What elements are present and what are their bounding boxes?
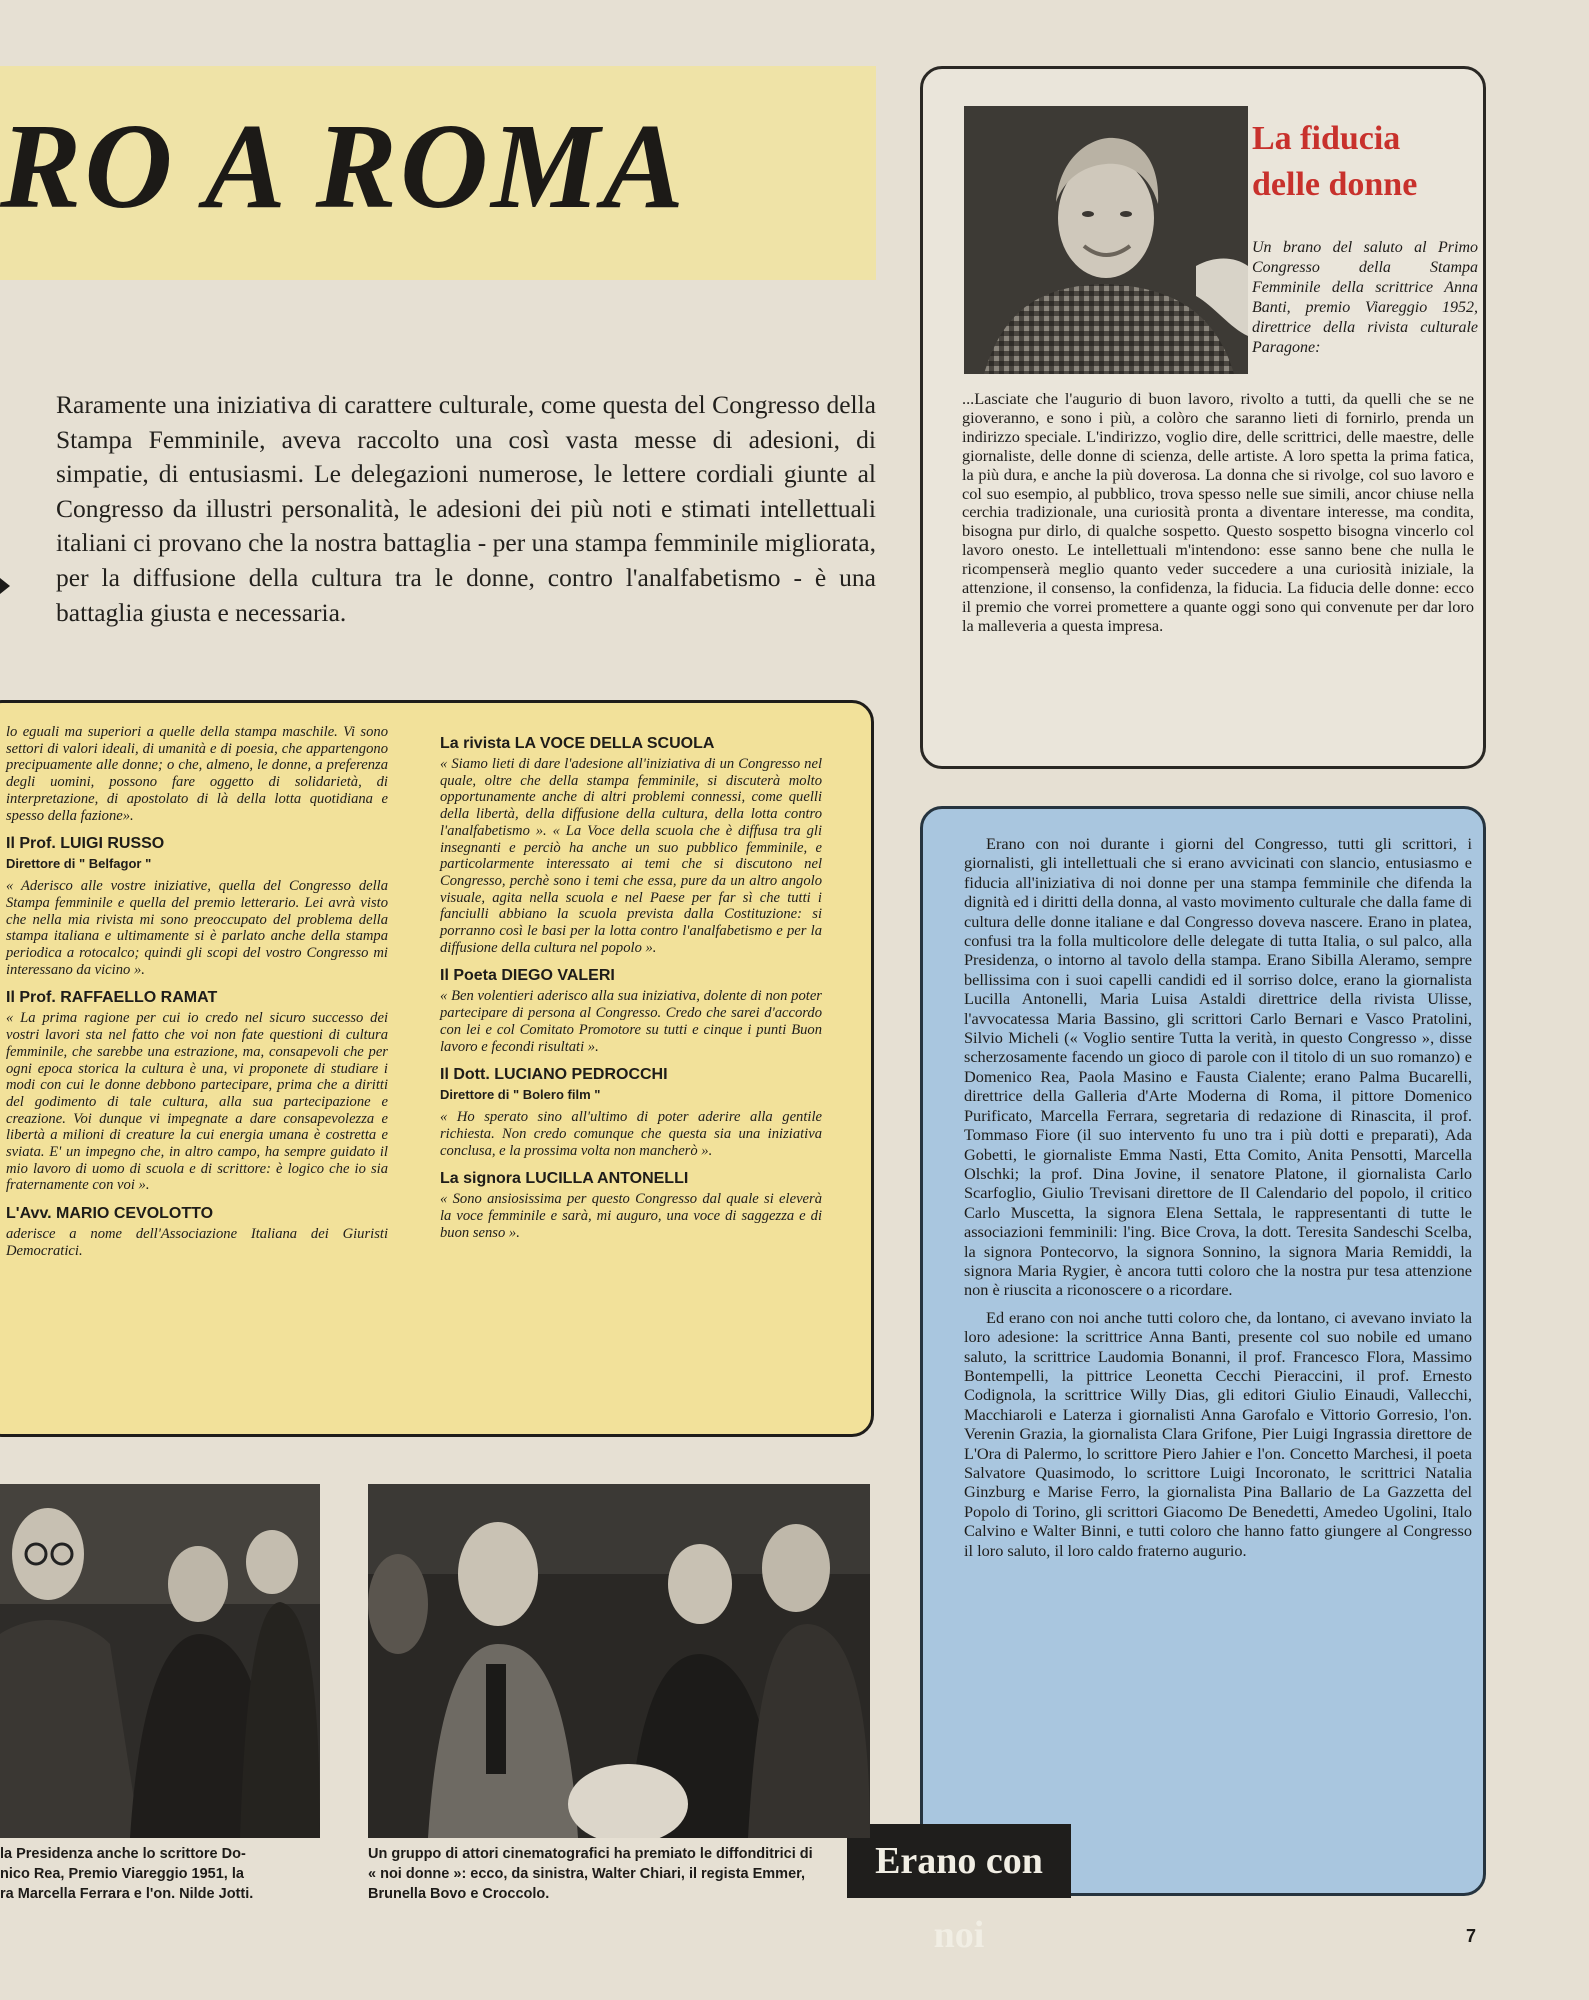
letter-ramat-text: « La prima ragione per cui io credo nel sicuro successo dei vostri lavori sta nel fatto che voi non fate questioni di cultura femminile, che sarebbe una estrazione, ma, consapevoli che per ogni epoca storica la cultura è una, vi proponete di studiare i modi con cui le donne debbono partecipare, prima che a diritti del godimento di tale cultura, alla sua partecipazione e creazione. Voi dunque vi impegnate a dare consapevolezza e libertà a milioni di creature la cui energia umana è costretta e sviata. E' un impegno che, in altro campo, ha sempre guidato il mio lavoro di uomo di scuola e di scrittore: è logico che io sia fraternamente con voi ».	[6, 1010, 388, 1194]
banti-title	[1252, 116, 1472, 208]
letter-antonelli-text: « Sono ansiosissima per questo Congresso dal quale si eleverà la voce femminile e sarà, mi auguro, una voce di saggezza e di buon senso ».	[440, 1191, 822, 1241]
group-photo-icon	[0, 1484, 320, 1838]
page-number: 7	[1466, 1926, 1477, 1946]
letter-pedrocchi-text: « Ho sperato sino all'ultimo di poter aderire alla gentile richiesta. Non credo comunque che questa sia una iniziativa conclusa, e la prossima volta non mancherò ».	[440, 1109, 822, 1159]
letter-russo-role: Direttore di " Belfagor "	[6, 856, 152, 872]
letter-voce-name: La rivista LA VOCE DELLA SCUOLA	[440, 735, 715, 752]
letter-valeri-name: Il Poeta DIEGO VALERI	[440, 967, 615, 985]
banti-photo	[964, 106, 1248, 374]
letter-valeri-text: « Ben volentieri aderisco alla sua iniziativa, dolente di non poter partecipare di persona al Congresso. Credo che sarei d'accordo con lei e col Comitato Promotore su tutti e cinque i punti Buon lavoro e fecondi risultati ».	[440, 988, 822, 1055]
headline: RO A ROMA	[0, 99, 687, 234]
letters-left-column	[6, 724, 388, 1264]
photo-presidenza	[0, 1484, 320, 1838]
letter-pedrocchi-role: Direttore di " Bolero film "	[440, 1087, 601, 1103]
intro-paragraph: Raramente una iniziativa di carattere culturale, come questa del Congresso della Stampa Femminile, aveva raccolto una così vasta messe di adesioni, di simpatie, di entusiasmi. Le delegazioni numerose, le lettere cordiali giunte al Congresso da illustri personalità, le adesioni dei più noti e stimati intellettuali italiani ci provano che la nostra battaglia - per una stampa femminile migliorata, per la diffusione della cultura tra le donne, contro l'analfabetismo - è una battaglia giusta e necessaria.	[56, 390, 876, 627]
letter-russo-name: Il Prof. LUIGI RUSSO	[6, 835, 165, 853]
margin-bullet-icon	[0, 578, 10, 594]
letter-cevolotto-text: aderisce a nome dell'Associazione Italiana dei Giuristi Democratici.	[6, 1226, 388, 1259]
letter-antonelli-name: La signora LUCILLA ANTONELLI	[440, 1170, 689, 1188]
letter-cevolotto-name: L'Avv. MARIO CEVOLOTTO	[6, 1205, 214, 1223]
portrait-woman-icon	[964, 106, 1248, 374]
blue-paragraph-1: Erano con noi durante i giorni del Congresso, tutti gli scrittori, i giornalisti, gli intellettuali che si erano avvicinati con slancio, entusiasmo e fiducia all'iniziativa di noi donne per una stampa femminile che difenda la dignità ed i diritti della donna, al vasto movimento culturale che dalla fame di cultura delle donne italiane e dal Congresso doveva nascere. Erano in platea, confusi tra la folla multicolore delle delegate di tutta Italia, o sul palco, alla Presidenza, o intorno al tavolo della stampa. Erano Sibilla Aleramo, sempre bellissima con i suoi capelli candidi ed il sorriso dolce, erano la giornalista Lucilla Antonelli, Maria Luisa Astaldi direttrice della rivista Ulisse, l'avvocatessa Maria Bassino, gli scrittori Carlo Bernari e Vasco Pratolini, Silvio Micheli (« Voglio sentire Tutta la verità, in questo Congresso », disse scherzosamente facendo un gioco di parole con il titolo di un suo romanzo) e Domenico Rea, Paola Masino e Fausta Cialente; erano Palma Bucarelli, direttrice della Galleria d'Arte Moderna di Roma, il pittore Domenico Purificato, Marcella Ferrara, segretaria di redazione di Rinascita, il prof. Tommaso Fiore (il suo intervento fu uno tra i più dotti e preparati), Ada Gobetti, le giornaliste Emma Nasti, Etta Comito, Anita Pensotti, Marcella Olschki; la prof. Dina Jovine, il senatore Platone, il giornalista Carlo Scarfoglio, Giulio Trevisani direttore de Il Calendario del popolo, il critico Carlo Muscetta, la signora Elena Settala, le rappresentanti di tutte le associazioni femminili: l'ing. Bice Crova, la dott. Teresita Sandeschi Scelba, la signora Pontecorvo, la signora Sonnino, la signora Maria Remiddi, la signora Maria Rygier, è ancora tutti coloro che la nostra pur tesa attenzione non è riuscita a riconoscere o a ricordare.	[964, 834, 1472, 1300]
letters-right-column	[440, 724, 822, 1245]
erano-con-noi-tag: Erano con noi	[847, 1824, 1071, 1898]
blue-paragraph-2: Ed erano con noi anche tutti coloro che, da lontano, ci avevano inviato la loro adesione: la scrittrice Anna Banti, presente col suo nobile ed umano saluto, la scrittrice Laudomia Bonanni, il prof. Francesco Flora, Massimo Bontempelli, la pittrice Leonetta Cecchi Pieraccini, il prof. Ernesto Codignola, la scrittrice Willy Dias, gli editori Giulio Einaudi, Vallecchi, Macchiaroli e Laterza i giornalisti Anna Garofalo e Vittorio Gorresio, l'on. Verenin Grazia, la giornalista Clara Grifone, Pier Luigi Ingrassia direttore de L'Ora di Palermo, lo scrittore Piero Jahier e l'on. Concetto Marchesi, il poeta Salvatore Quasimodo, lo scrittore Luigi Incoronato, le scrittrici Natalia Ginzburg e Marise Ferro, la giornalista Pina Ballario de La Gazzetta del Popolo di Torino, gli scrittori Giacomo De Benedetti, Amedeo Ugolini, Italo Calvino e Walter Binni, e tutti coloro che hanno fatto giungere al Congresso il loro saluto, il loro caldo fraterno augurio.	[964, 1307, 1472, 1560]
banti-caption: Un brano del saluto al Primo Congresso della Stampa Femminile della scrittrice Anna Banti, premio Viareggio 1952, direttrice della rivista culturale Paragone:	[1252, 239, 1478, 356]
caption-left-line3: ra Marcella Ferrara e l'on. Nilde Jotti.	[0, 1886, 254, 1902]
letter-voce-text: « Siamo lieti di dare l'adesione all'iniziativa di un Congresso nel quale, oltre che della stampa femminile, si discuterà molto opportunamente anche di altri problemi connessi, come quelli della libertà, della diffusione della cultura, della lotta contro l'analfabetismo ». « La Voce della scuola che è diffusa tra gli insegnanti e perciò ha anche un suo pubblico femminile, e particolarmente interessato ai temi che si discutono nel Congresso, perchè sono i temi che essa, pure da un altro angolo visuale, agita nella scuola e nel Paese per far sì che tutti i fanciulli abbiano la scuola prevista dalla Costituzione: si porranno così le basi per la lotta contro l'analfabetismo e per la diffusione della cultura nel popolo ».	[440, 756, 822, 956]
letter-russo-text: « Aderisco alle vostre iniziative, quella del Congresso della Stampa femminile e quella del premio letterario. Lei avrà visto che nella mia rivista mi sono preoccupato del problema della stampa italiana e ultimamente si è parlato anche della stampa periodica a rotocalco; quindi gli scopi del vostro Congresso mi interessano da vicino ».	[6, 878, 388, 978]
banti-title-line1: La fiducia	[1252, 120, 1401, 157]
actors-photo-icon	[368, 1484, 870, 1838]
blue-body	[964, 834, 1472, 1560]
photo-attori	[368, 1484, 870, 1838]
caption-left-line1: la Presidenza anche lo scrittore Do-	[0, 1846, 246, 1862]
caption-left	[0, 1844, 320, 1904]
letter-ramat-name: Il Prof. RAFFAELLO RAMAT	[6, 989, 218, 1007]
banti-body: ...Lasciate che l'augurio di buon lavoro, rivolto a tutti, da quelli che se ne gioveranno, e sono i più, a colòro che saranno lieti di fornirlo, prenda un indirizzo speciale. L'indirizzo, voglio dire, delle scrittrici, delle maestre, delle giornaliste, delle donne di scienza, delle artiste. A loro spetta la prima fatica, la più dura, e anche la più doverosa. La donna che si rivolge, col suo lavoro e col suo esempio, al pubblico, trova spesso nelle sue simili, ancor chiuse nella cerchia tradizionale, una curiosità pronta a diventare interesse, ma condita, bisogna pur dirlo, di qualche sospetto. Questo sospetto bisogna vincerlo col lavoro onesto. Le intellettuali m'intendono: esse sanno bene che nulla le ricompenserà meglio quanto veder succedere a una curiosità iniziale, la attenzione, il consenso, la confidenza, la fiducia. La fiducia delle donne: ecco il premio che vorrei promettere a quante oggi sono qui convenute per dar loro la malleveria a questa impresa.	[962, 389, 1474, 635]
banti-title-line2: delle donne	[1252, 166, 1418, 203]
letter-pedrocchi-name: Il Dott. LUCIANO PEDROCCHI	[440, 1066, 668, 1084]
letter-fragment: lo eguali ma superiori a quelle della stampa maschile. Vi sono settori di valori ideali, di umanità e di poesia, che appartengono precipuamente alle donne; o che, almeno, le donne, a preferenza degli uomini, possono fare oggetto di solidarietà, di interpretazione, di apostolato di là della lotta quotidiana e spesso della fazione».	[6, 724, 388, 824]
caption-right: Un gruppo di attori cinematografici ha premiato le diffonditrici di « noi donne »: ecco, da sinistra, Walter Chiari, il regista Emmer, Brunella Bovo e Croccolo.	[368, 1846, 813, 1902]
caption-left-line2: nico Rea, Premio Viareggio 1951, la	[0, 1866, 244, 1882]
